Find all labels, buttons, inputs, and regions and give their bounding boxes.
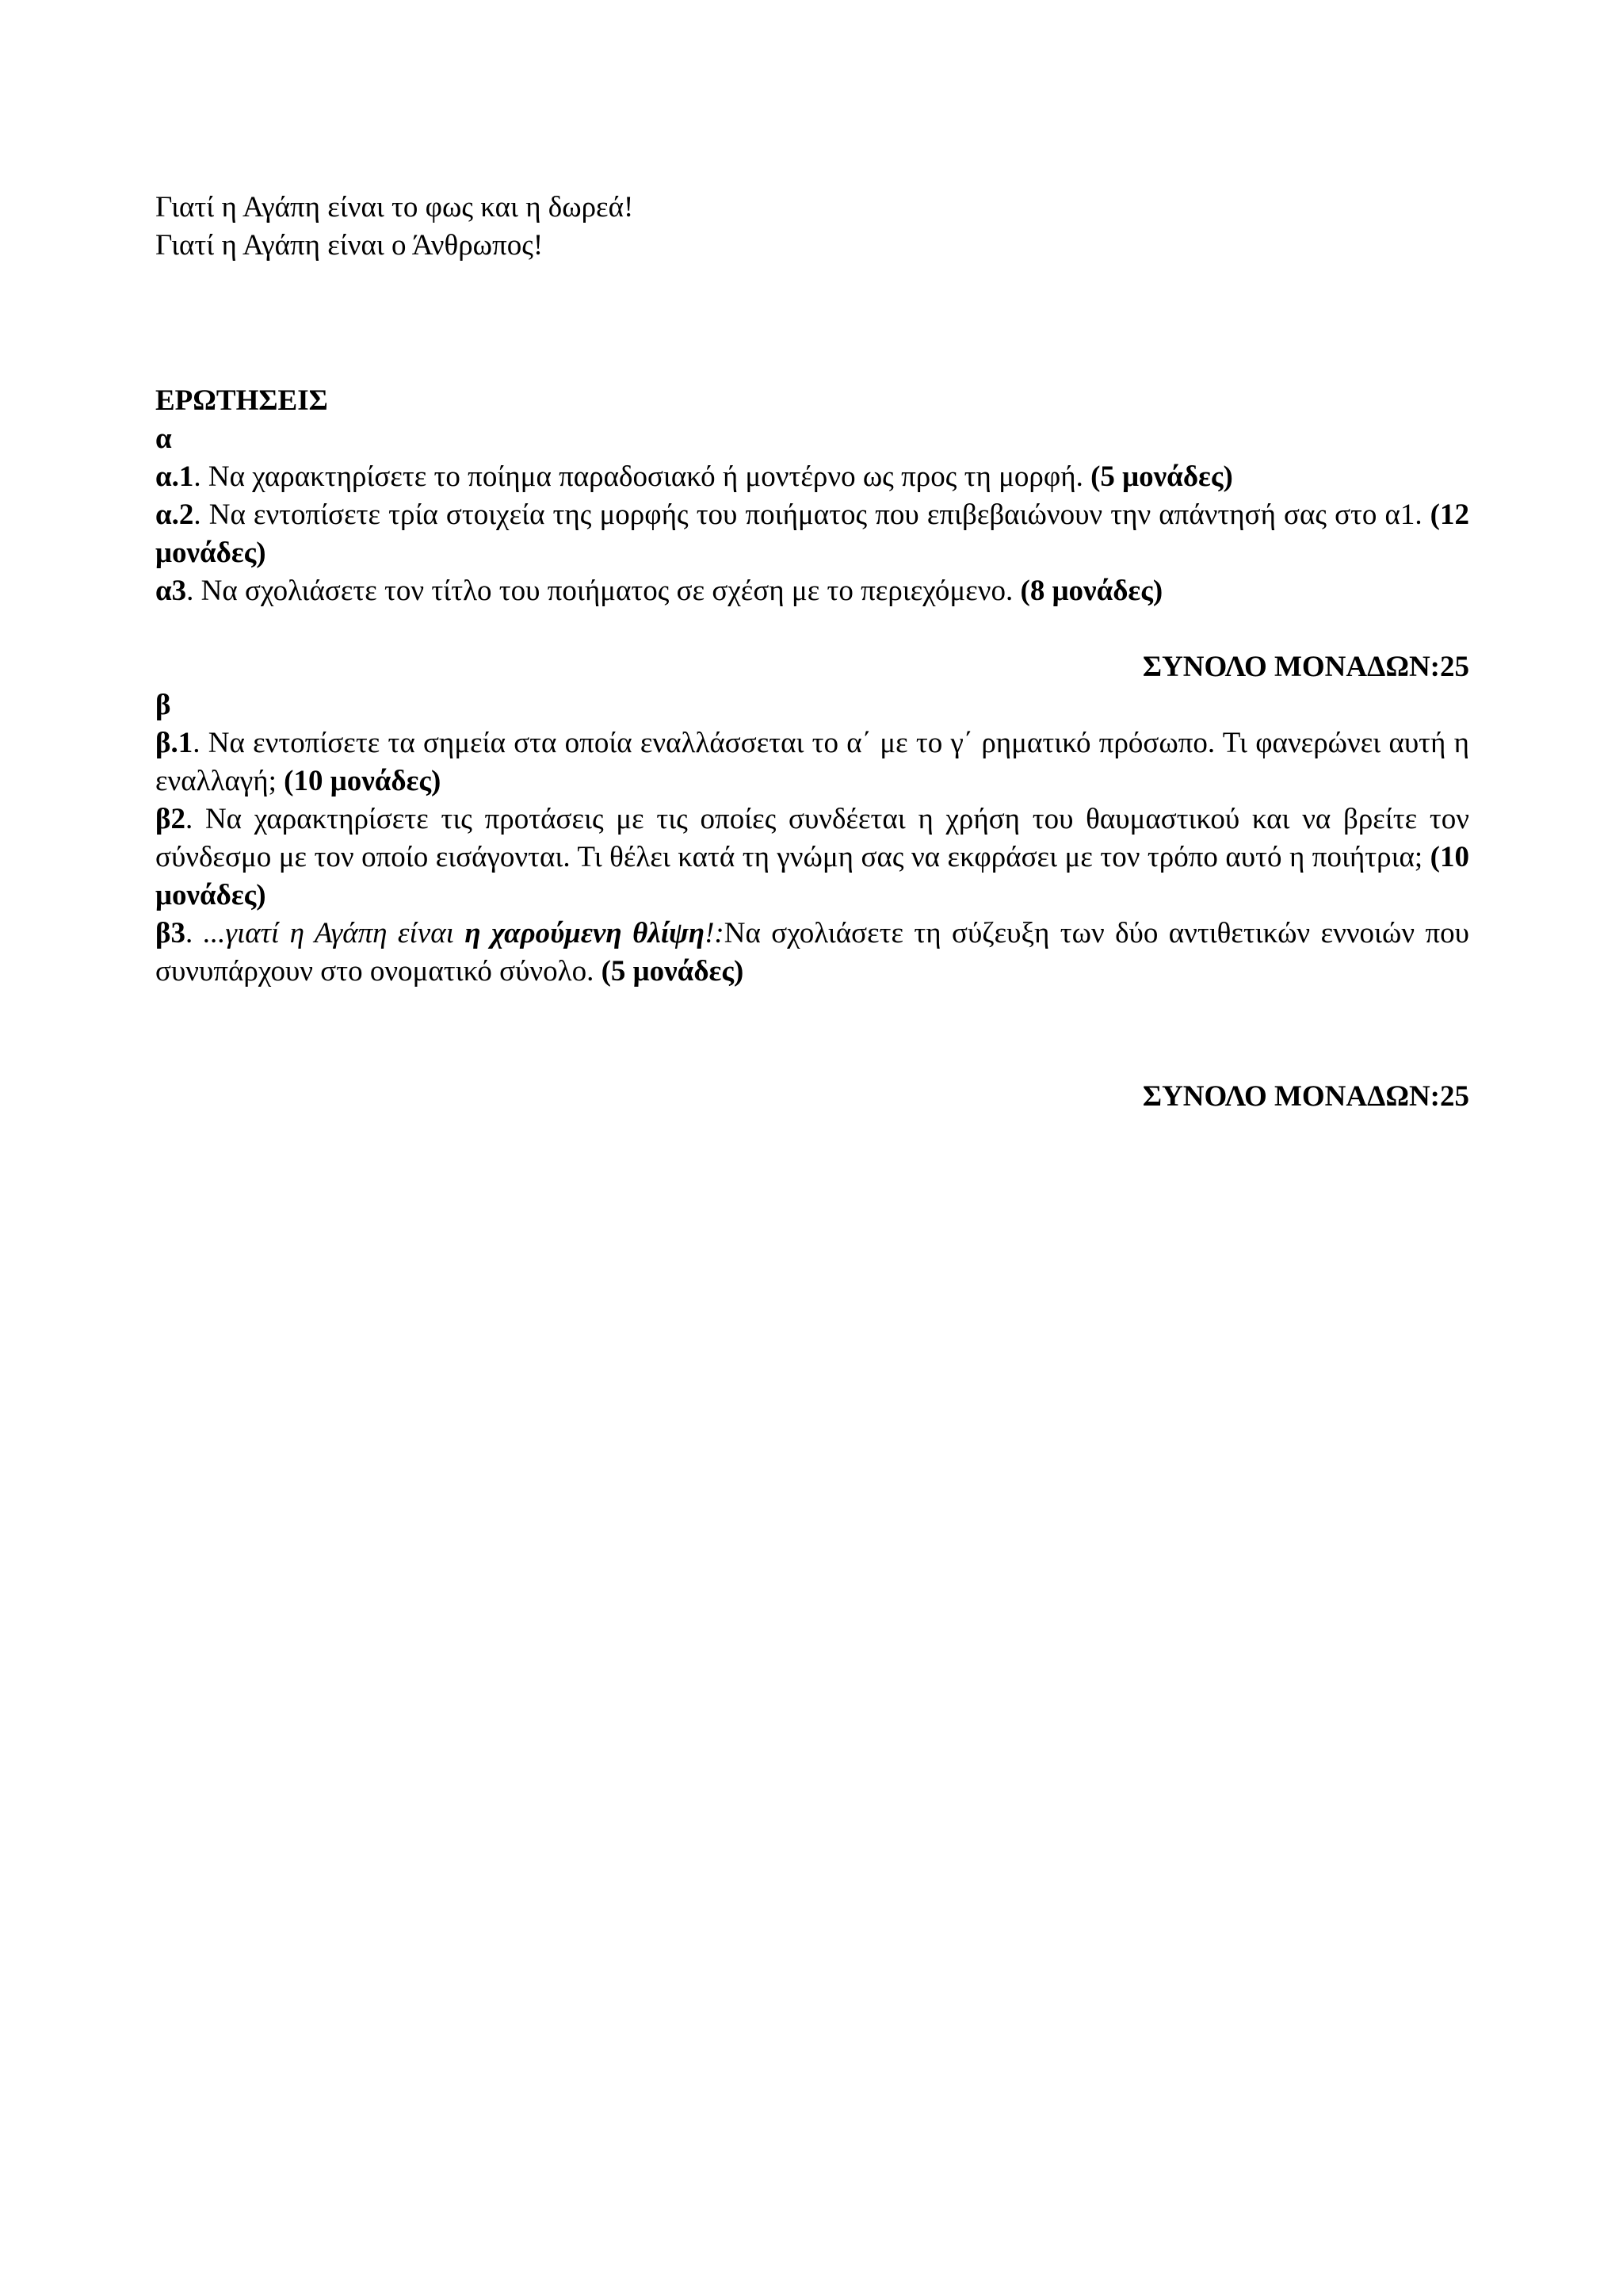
question-number: α3 [155,575,187,607]
question-number: β3 [155,917,185,949]
question-b3 [155,915,1469,991]
quote-bold-italic: η χαρούμενη θλίψη [464,917,705,949]
document-content [155,189,1469,1116]
question-number: α.1 [155,460,194,493]
spacer [155,344,1469,382]
spacer [155,991,1469,1078]
section-b-label: β [155,689,171,721]
spacer [155,610,1469,648]
question-number: β2 [155,803,185,835]
question-points: (8 μονάδες) [1020,575,1163,607]
question-points: (12 μονάδες) [155,499,1469,569]
question-a1 [155,458,1469,496]
section-a-label: α [155,422,172,455]
section-b-total: ΣΥΝΟΛΟ ΜΟΝΑΔΩΝ:25 [1142,1080,1469,1113]
question-text: Να σχολιάσετε τη σύζευξη των δύο αντιθετικών εννοιών που συνυπάρχουν στο ονοματικό σύνολο. [155,917,1470,988]
question-text: . Να σχολιάσετε τον τίτλο του ποιήματος σε σχέση με το περιεχόμενο. [186,575,1021,607]
quote-end: !: [705,917,724,949]
questions-heading: ΕΡΩΤΗΣΕΙΣ [155,384,328,417]
question-points: (5 μονάδες) [1090,460,1233,493]
question-text: . Να εντοπίσετε τρία στοιχεία της μορφής του ποιήματος που επιβεβαιώνουν την απάντησή σας στο α1. [193,499,1430,531]
question-points: (10 μονάδες) [284,765,441,797]
poem-line-2: Γιατί η Αγάπη είναι ο Άνθρωπος! [155,229,544,262]
spacer [155,265,1469,344]
question-number: α.2 [155,499,194,531]
quote-italic: ...γιατί η Αγάπη είναι [203,917,465,949]
question-dot: . [185,917,204,949]
question-text: . Να χαρακτηρίσετε το ποίημα παραδοσιακό ή μοντέρνο ως προς τη μορφή. [193,460,1091,493]
poem-line-1: Γιατί η Αγάπη είναι το φως και η δωρεά! [155,191,634,223]
question-text: . Να εντοπίσετε τα σημεία στα οποία εναλλάσσεται το α΄ με το γ΄ ρηματικό πρόσωπο. Τι φανερώνει αυτή η εναλλαγή; [155,727,1469,797]
question-b1 [155,724,1469,800]
question-text: . Να χαρακτηρίσετε τις προτάσεις με τις οποίες συνδέεται η χρήση του θαυμαστικού και να βρείτε τον σύνδεσμο με τον οποίο εισάγονται. Τι θέλει κατά τη γνώμη σας να εκφράσει με τον τρόπο αυτό η ποιήτρια; [155,803,1469,873]
question-points: (10 μονάδες) [155,841,1469,911]
question-a2 [155,496,1469,572]
question-number: β.1 [155,727,193,759]
question-b2 [155,800,1469,915]
question-points: (5 μονάδες) [601,955,744,988]
section-a-total: ΣΥΝΟΛΟ ΜΟΝΑΔΩΝ:25 [1142,651,1469,683]
question-a3 [155,572,1469,610]
